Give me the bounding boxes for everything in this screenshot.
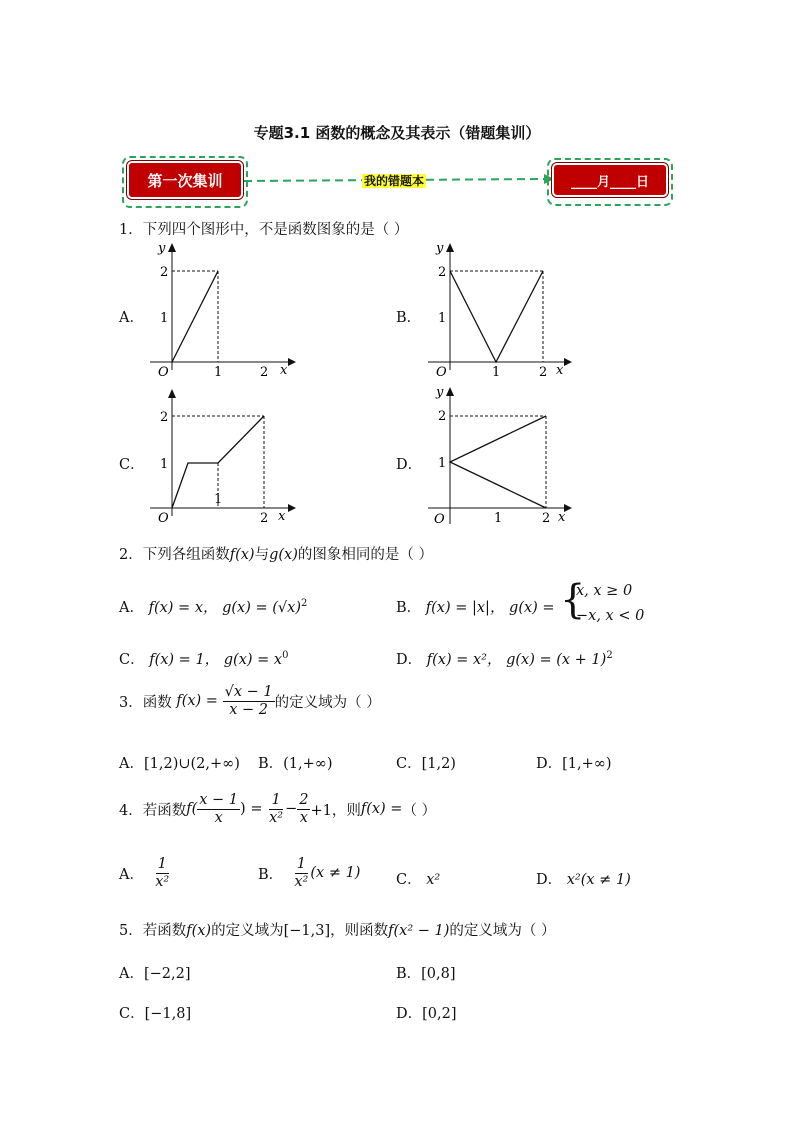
q2-a-sup: 2 <box>300 598 308 610</box>
q2-d-label: D． <box>396 652 423 668</box>
q2-f: f(x) <box>229 547 255 563</box>
graph-c-y2: 2 <box>160 410 169 425</box>
q4-stem <box>119 792 436 826</box>
q3-fraction <box>223 684 275 718</box>
graph-d-o: O <box>434 512 445 527</box>
q3-option-d: D．[1,+∞) <box>536 756 612 772</box>
q4-a-frac <box>153 856 171 890</box>
q4-option-c <box>396 868 440 889</box>
banner-left-label: 第一次集训 <box>127 161 243 199</box>
q4-plus: +1，则 <box>310 802 361 819</box>
q4-b-den: x² <box>294 873 309 890</box>
q2-b-case2: −x, x < 0 <box>576 608 645 624</box>
q5-domain: [−1,3] <box>283 923 331 939</box>
q4-b-cond: (x ≠ 1) <box>310 865 361 882</box>
q5-stem-pre: 5．若函数 <box>119 923 187 939</box>
graph-b-x: x <box>556 363 564 378</box>
q2-b-brace: { <box>560 577 586 623</box>
graph-a-y1: 1 <box>160 311 169 326</box>
q4-stem-post: （ ） <box>402 802 437 819</box>
q3-stem <box>119 684 381 718</box>
q3-stem-post: 的定义域为（ ） <box>274 694 381 711</box>
q1-label-b: B． <box>396 310 422 326</box>
q4-option-a <box>119 856 171 890</box>
q2-d-sup: 2 <box>606 650 613 662</box>
q2-b-case1: x, x ≥ 0 <box>576 583 633 599</box>
q4-num2: 1 <box>271 792 281 808</box>
banner-date-label: ____月____日 <box>552 163 668 197</box>
q2-stem-mid: 与 <box>254 547 270 563</box>
q5-option-d: D．[0,2] <box>396 1006 457 1022</box>
q4-f: f( <box>186 801 198 818</box>
graph-a-o: O <box>158 365 169 380</box>
graph-d-x2: 2 <box>542 511 551 526</box>
graph-d-x1: 1 <box>494 511 503 526</box>
q4-b-num: 1 <box>296 856 306 872</box>
graph-c-x2: 2 <box>260 511 269 526</box>
graph-d-y1: 1 <box>438 456 447 471</box>
q2-option-b <box>396 596 555 617</box>
q5-option-c: C．[−1,8] <box>119 1006 192 1022</box>
q2-stem-post: 的图象相同的是（ ） <box>297 547 433 563</box>
q4-stem-pre: 4．若函数 <box>119 802 187 819</box>
graph-c-x1: 1 <box>214 492 223 507</box>
graph-b-y2: 2 <box>438 265 447 280</box>
q1-label-a: A． <box>119 310 144 326</box>
q3-option-c: C．[1,2) <box>396 756 456 772</box>
q4-minus: − <box>285 801 298 818</box>
graph-a <box>140 238 300 380</box>
q4-den1: x <box>214 809 223 826</box>
q2-option-a <box>119 596 307 617</box>
graph-d-y: y <box>436 385 444 400</box>
q2-stem-pre: 2．下列各组函数 <box>119 547 230 563</box>
graph-d <box>418 380 578 528</box>
q5-option-a: A．[−2,2] <box>119 966 191 982</box>
q2-b-text: f(x) = |x|， g(x) = <box>425 600 555 616</box>
q3-num: √x − 1 <box>224 684 273 700</box>
graph-c-o: O <box>158 511 169 526</box>
banner-middle <box>362 172 426 189</box>
banner-right-box <box>547 158 673 206</box>
q4-c-label: C． <box>396 872 422 888</box>
q1-stem: 1．下列四个图形中，不是函数图象的是（ ） <box>119 222 409 238</box>
q5-mid2: ，则函数 <box>330 923 389 939</box>
graph-b-x2: 2 <box>539 365 548 380</box>
q4-frac2 <box>267 792 285 826</box>
q2-option-d <box>396 648 613 669</box>
banner-middle-label: 我的错题本 <box>364 174 425 188</box>
graph-b-x1: 1 <box>492 365 501 380</box>
page-title: 专题3.1 函数的概念及其表示（错题集训） <box>253 124 541 142</box>
graph-d-x: x <box>558 510 566 525</box>
graph-b-y: y <box>436 241 444 256</box>
q5-option-b: B．[0,8] <box>396 966 456 982</box>
q5-f1: f(x) <box>186 923 212 939</box>
graph-a-x: x <box>280 363 288 378</box>
q4-b-label: B． <box>258 866 284 883</box>
q4-d-label: D． <box>536 872 563 888</box>
q3-f: f(x) = <box>176 693 218 710</box>
q4-num3: 2 <box>299 792 309 808</box>
q2-c-sup: 0 <box>282 650 289 662</box>
graph-a-y2: 2 <box>160 265 169 280</box>
q2-a-text: f(x) = x， g(x) = (√x) <box>148 600 301 616</box>
q4-fx: f(x) = <box>360 801 403 818</box>
q2-b-label: B． <box>396 600 422 616</box>
q4-a-label: A． <box>119 866 144 883</box>
banner-left-box <box>122 156 248 208</box>
q3-stem-pre: 3．函数 <box>119 694 172 711</box>
graph-a-x1: 1 <box>214 365 223 380</box>
q3-option-b: B．(1,+∞) <box>258 756 333 772</box>
q4-den2: x² <box>269 809 284 826</box>
q2-option-c <box>119 648 288 669</box>
graph-c-y1: 1 <box>160 457 169 472</box>
q4-a-num: 1 <box>157 856 167 872</box>
graph-b <box>418 238 578 380</box>
q2-g: g(x) <box>269 547 298 563</box>
q5-stem-post: 的定义域为（ ） <box>449 923 556 939</box>
q4-b-frac <box>292 856 310 890</box>
q4-a-den: x² <box>155 873 170 890</box>
q2-c-label: C． <box>119 652 145 668</box>
q2-d-text: f(x) = x²， g(x) = (x + 1) <box>426 652 607 668</box>
q4-c-text: x² <box>426 872 441 888</box>
q3-option-a: A．[1,2)∪(2,+∞) <box>119 756 240 772</box>
q4-option-b <box>258 856 360 890</box>
q5-f2: f(x² − 1) <box>388 923 450 939</box>
q4-option-d <box>536 868 631 889</box>
q4-d-text: x²(x ≠ 1) <box>566 872 631 888</box>
q4-frac3 <box>297 792 310 826</box>
q2-a-label: A． <box>119 600 144 616</box>
graph-d-y2: 2 <box>438 409 447 424</box>
q5-stem <box>119 919 556 940</box>
q3-den: x − 2 <box>229 701 268 718</box>
q5-mid1: 的定义域为 <box>211 923 284 939</box>
graph-a-x2: 2 <box>260 365 269 380</box>
graph-c <box>140 384 300 526</box>
q4-frac1 <box>197 792 240 826</box>
q4-num1: x − 1 <box>199 792 239 808</box>
graph-b-y1: 1 <box>438 311 447 326</box>
q4-den3: x <box>299 809 308 826</box>
q1-label-c: C． <box>119 457 145 473</box>
graph-a-y: y <box>158 241 166 256</box>
q2-c-text: f(x) = 1， g(x) = x <box>149 652 283 668</box>
graph-b-o: O <box>436 365 447 380</box>
graph-c-x: x <box>278 509 286 524</box>
q4-eq: ) = <box>240 801 263 818</box>
q1-label-d: D． <box>396 457 423 473</box>
q2-stem <box>119 543 433 564</box>
